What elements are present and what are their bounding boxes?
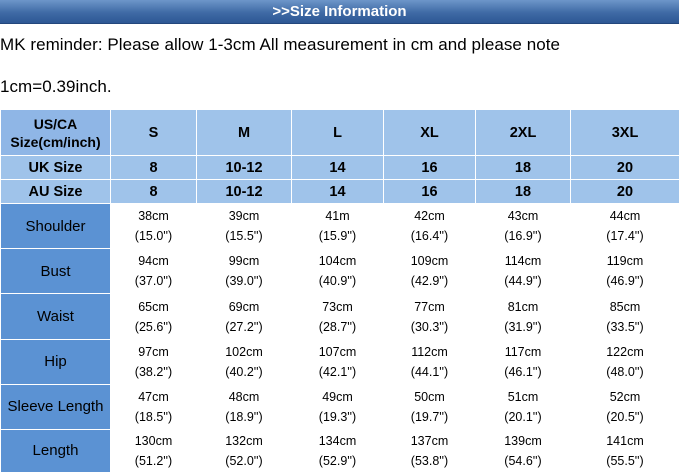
measurement-cell <box>292 204 384 249</box>
measurement-cell <box>197 429 292 472</box>
cm-value: 81cm <box>507 299 539 314</box>
cm-value: 69cm <box>228 299 260 314</box>
measurement-cell <box>476 429 571 472</box>
cm-value: 77cm <box>414 299 445 314</box>
cm-value: 47cm <box>138 389 169 404</box>
inch-value: (28.7'') <box>318 319 357 334</box>
size-chart-table <box>0 109 679 473</box>
size-info-banner <box>0 0 679 24</box>
inch-value: (40.2'') <box>225 364 263 379</box>
inch-value: (31.9'') <box>504 319 542 334</box>
inch-value: (53.8'') <box>410 453 449 468</box>
size-header-cell: 20 <box>571 180 679 204</box>
inch-value: (18.5'') <box>134 409 173 424</box>
table-row <box>1 429 679 472</box>
measurement-cell <box>197 204 292 249</box>
cm-value: 49cm <box>322 389 353 404</box>
measurement-cell <box>384 429 476 472</box>
measurement-cell <box>476 384 571 429</box>
header-row <box>1 156 679 180</box>
size-header-cell: 2XL <box>476 110 571 156</box>
inch-value: (30.3'') <box>410 319 449 334</box>
cm-value: 51cm <box>507 389 539 404</box>
inch-value: (42.9'') <box>410 274 449 289</box>
inch-value: (19.7'') <box>410 409 449 424</box>
measurement-cell <box>571 384 679 429</box>
measurement-cell <box>571 204 679 249</box>
header-row <box>1 110 679 156</box>
header-label-cell: AU Size <box>1 180 111 204</box>
inch-value: (52.9'') <box>318 453 357 468</box>
size-header-cell: 16 <box>384 180 476 204</box>
cm-value: 134cm <box>318 433 357 448</box>
size-header-cell: 8 <box>111 180 197 204</box>
cm-value: 39cm <box>228 209 260 224</box>
inch-value: (19.3'') <box>318 409 357 424</box>
size-header-cell: 10-12 <box>197 180 292 204</box>
inch-value: (16.4'') <box>410 229 449 244</box>
inch-value: (54.6'') <box>504 453 542 468</box>
size-header-cell: M <box>197 110 292 156</box>
inch-value: (27.2'') <box>225 319 263 334</box>
measurement-label <box>1 339 111 384</box>
size-header-cell: 3XL <box>571 110 679 156</box>
measurement-cell <box>111 294 197 339</box>
measurement-label-text: Hip <box>44 353 67 371</box>
inch-value: (44.1'') <box>410 364 449 379</box>
measurement-cell <box>384 294 476 339</box>
size-header-cell: L <box>292 110 384 156</box>
cm-value: 41m <box>325 209 350 224</box>
cm-value: 38cm <box>138 209 169 224</box>
size-header-cell: 14 <box>292 156 384 180</box>
measurement-label <box>1 384 111 429</box>
cm-value: 130cm <box>134 433 173 448</box>
measurement-cell <box>111 429 197 472</box>
inch-value: (15.9'') <box>318 229 357 244</box>
table-row <box>1 339 679 384</box>
inch-value: (46.9'') <box>606 274 644 289</box>
measurement-cell <box>292 429 384 472</box>
cm-value: 117cm <box>504 344 542 359</box>
measurement-label <box>1 294 111 339</box>
measurement-cell <box>111 384 197 429</box>
size-header-cell: 18 <box>476 180 571 204</box>
inch-value: (15.5'') <box>225 229 263 244</box>
measurement-label <box>1 204 111 249</box>
size-header-cell: 16 <box>384 156 476 180</box>
measurement-cell <box>292 384 384 429</box>
header-label-cell: US/CA Size(cm/inch) <box>1 110 111 156</box>
inch-value: (15.0'') <box>134 229 173 244</box>
measurement-cell <box>384 384 476 429</box>
measurement-cell <box>197 249 292 294</box>
cm-value: 43cm <box>507 209 539 224</box>
cm-value: 119cm <box>606 254 644 269</box>
inch-value: (37.0'') <box>134 274 173 289</box>
measurement-label-text: Length <box>32 442 79 460</box>
measurement-cell <box>476 294 571 339</box>
inch-value: (48.0'') <box>606 364 644 379</box>
cm-value: 52cm <box>609 389 641 404</box>
inch-value: (25.6'') <box>134 319 173 334</box>
cm-value: 48cm <box>228 389 260 404</box>
measurement-cell <box>111 339 197 384</box>
measurement-cell <box>384 249 476 294</box>
cm-value: 50cm <box>414 389 445 404</box>
measurement-cell <box>292 339 384 384</box>
table-row <box>1 384 679 429</box>
size-header-cell: 8 <box>111 156 197 180</box>
size-header-cell: 20 <box>571 156 679 180</box>
measurement-cell <box>292 249 384 294</box>
measurement-cell <box>384 204 476 249</box>
cm-value: 139cm <box>504 433 542 448</box>
header-label-cell: UK Size <box>1 156 111 180</box>
inch-value: (40.9'') <box>318 274 357 289</box>
measurement-label <box>1 249 111 294</box>
measurement-cell <box>197 384 292 429</box>
inch-value: (52.0'') <box>225 453 263 468</box>
measurement-cell <box>571 429 679 472</box>
cm-value: 109cm <box>410 254 449 269</box>
inch-value: (39.0'') <box>225 274 263 289</box>
size-header-cell: 14 <box>292 180 384 204</box>
measurement-cell <box>476 249 571 294</box>
table-row <box>1 249 679 294</box>
measurement-cell <box>571 294 679 339</box>
conversion-note: 1cm=0.39inch. <box>0 77 112 96</box>
inch-value: (33.5'') <box>606 319 644 334</box>
cm-value: 99cm <box>228 254 260 269</box>
cm-value: 122cm <box>606 344 644 359</box>
cm-value: 132cm <box>225 433 263 448</box>
cm-value: 141cm <box>606 433 644 448</box>
measurement-cell <box>111 204 197 249</box>
cm-value: 137cm <box>410 433 449 448</box>
measurement-label-text: Sleeve Length <box>7 398 104 416</box>
cm-value: 44cm <box>609 209 641 224</box>
inch-value: (16.9'') <box>504 229 542 244</box>
cm-value: 102cm <box>225 344 263 359</box>
inch-value: (20.1'') <box>504 409 542 424</box>
size-header-cell: 10-12 <box>197 156 292 180</box>
measurement-label-text: Shoulder <box>25 217 86 235</box>
measurement-label <box>1 429 111 472</box>
measurement-cell <box>197 294 292 339</box>
measurement-label-text: Bust <box>40 262 71 280</box>
size-header-cell: XL <box>384 110 476 156</box>
measurement-cell <box>571 249 679 294</box>
inch-value: (20.5'') <box>606 409 644 424</box>
cm-value: 114cm <box>504 254 542 269</box>
measurement-cell <box>571 339 679 384</box>
reminder-note: MK reminder: Please allow 1-3cm All measurement in cm and please note <box>0 35 560 54</box>
size-header-cell: 18 <box>476 156 571 180</box>
measurement-cell <box>292 294 384 339</box>
cm-value: 42cm <box>414 209 445 224</box>
cm-value: 97cm <box>138 344 169 359</box>
measurement-cell <box>476 204 571 249</box>
inch-value: (44.9'') <box>504 274 542 289</box>
cm-value: 112cm <box>411 344 448 359</box>
banner-title: >>Size Information <box>272 3 407 20</box>
measurement-cell <box>384 339 476 384</box>
cm-value: 94cm <box>138 254 169 269</box>
table-row <box>1 204 679 249</box>
cm-value: 107cm <box>318 344 357 359</box>
cm-value: 85cm <box>609 299 641 314</box>
size-header-cell: S <box>111 110 197 156</box>
inch-value: (38.2'') <box>134 364 173 379</box>
measurement-label-text: Waist <box>37 308 74 326</box>
header-row <box>1 180 679 204</box>
inch-value: (55.5'') <box>606 453 644 468</box>
table-row <box>1 294 679 339</box>
measurement-cell <box>476 339 571 384</box>
measurement-cell <box>111 249 197 294</box>
cm-value: 73cm <box>322 299 353 314</box>
inch-value: (46.1'') <box>504 364 542 379</box>
cm-value: 104cm <box>318 254 357 269</box>
inch-value: (51.2'') <box>134 453 173 468</box>
inch-value: (18.9'') <box>225 409 263 424</box>
measurement-cell <box>197 339 292 384</box>
inch-value: (42.1'') <box>318 364 357 379</box>
cm-value: 65cm <box>138 299 169 314</box>
inch-value: (17.4'') <box>606 229 644 244</box>
